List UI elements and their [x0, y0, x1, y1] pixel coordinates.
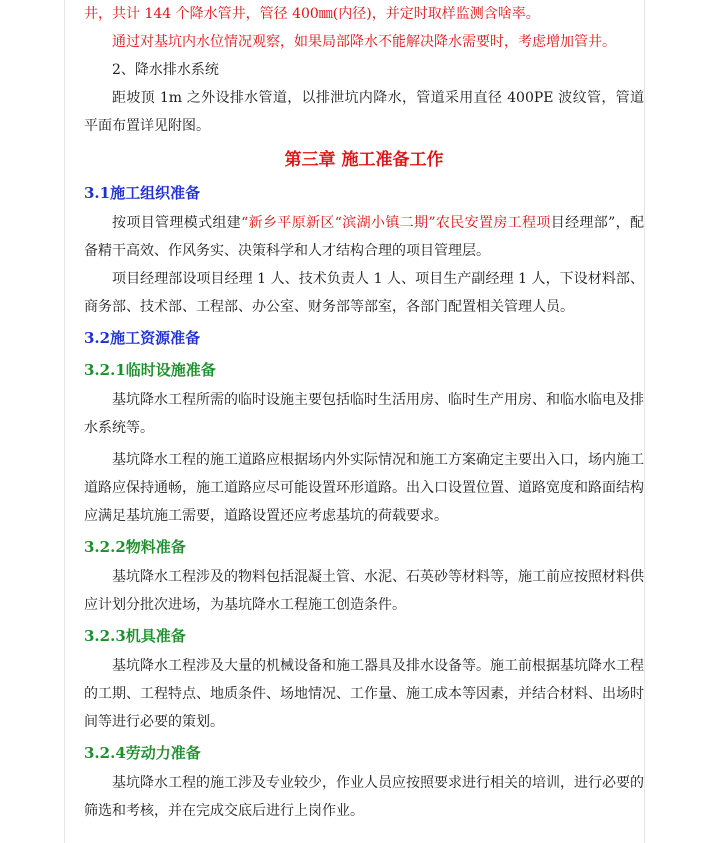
paragraph-add-wells: 通过对基坑内水位情况观察，如果局部降水不能解决降水需要时，考虑增加管井。	[112, 34, 616, 50]
subheading-drainage-system: 2、降水排水系统	[112, 62, 219, 78]
document-page	[84, 0, 644, 825]
paragraph-wells: 井，共计 144 个降水管井，管径 400㎜(内径)，并定时取样监测含啥率。	[84, 6, 540, 22]
paragraph-machinery: 基坑降水工程涉及大量的机械设备和施工器具及排水设备等。施工前根据基坑降水工程的工期、工程特点、地质条件、场地情况、工作量、施工成本等因素，并结合材料、出场时间等进行必要的策划。	[84, 658, 644, 730]
heading-3-2-3: 3.2.3机具准备	[84, 627, 186, 645]
text-segment: 按项目管理模式组建	[112, 215, 242, 231]
heading-3-1: 3.1施工组织准备	[84, 184, 201, 202]
heading-3-2-2: 3.2.2物料准备	[84, 538, 186, 556]
paragraph-project-dept	[84, 209, 644, 265]
heading-3-2-4: 3.2.4劳动力准备	[84, 744, 201, 762]
margin-guide-right	[644, 0, 645, 843]
chapter-title: 第三章 施工准备工作	[284, 150, 444, 170]
paragraph-drainage-pipe: 距坡顶 1m 之外设排水管道，以排泄坑内降水，管道采用直径 400PE 波纹管，管道平面布置详见附图。	[84, 90, 644, 134]
margin-guide-left	[64, 0, 65, 843]
heading-3-2-1: 3.2.1临时设施准备	[84, 361, 216, 379]
paragraph-site-roads: 基坑降水工程的施工道路应根据场内外实际情况和施工方案确定主要出入口，场内施工道路应保持通畅，施工道路应尽可能设置环形道路。出入口设置位置、道路宽度和路面结构应满足基坑施工需要，道路设置还应考虑基坑的荷载要求。	[84, 452, 644, 524]
paragraph-labor: 基坑降水工程的施工涉及专业较少，作业人员应按照要求进行相关的培训，进行必要的筛选和考核，并在完成交底后进行上岗作业。	[84, 775, 644, 819]
paragraph-materials: 基坑降水工程涉及的物料包括混凝土管、水泥、石英砂等材料等，施工前应按照材料供应计划分批次进场，为基坑降水工程施工创造条件。	[84, 569, 644, 613]
heading-3-2: 3.2施工资源准备	[84, 329, 201, 347]
paragraph-temp-facilities: 基坑降水工程所需的临时设施主要包括临时生活用房、临时生产用房、和临水临电及排水系统等。	[84, 392, 644, 436]
project-name-highlight: “新乡平原新区“滨湖小镇二期”农民安置房工程项	[241, 215, 551, 231]
paragraph-staffing: 项目经理部设项目经理 1 人、技术负责人 1 人、项目生产副经理 1 人，下设材料部、商务部、技术部、工程部、办公室、财务部等部室，各部门配置相关管理人员。	[84, 271, 644, 315]
text-segment: 目经理部”，配备精干高效、作风务实、决策科学和人才结构合理的项目管理层。	[84, 215, 644, 259]
